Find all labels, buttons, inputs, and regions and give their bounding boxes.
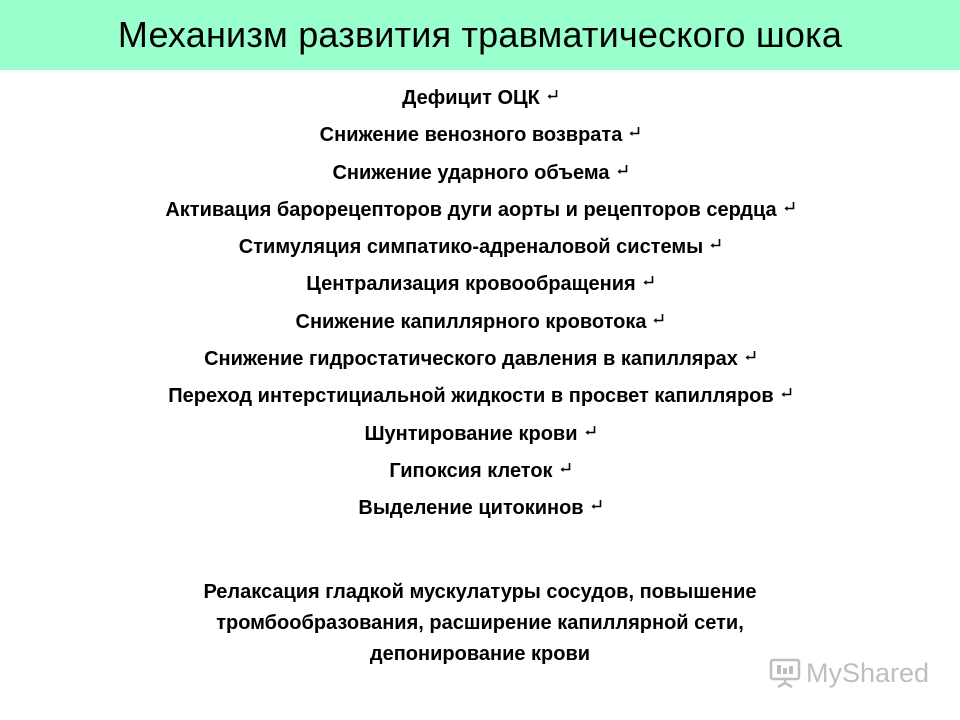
step-item	[0, 117, 960, 154]
step-text: Переход интерстициальной жидкости в просвет капилляров	[168, 385, 774, 408]
return-arrow-icon	[709, 238, 721, 250]
watermark-text: MyShared	[806, 657, 930, 688]
step-item	[0, 304, 960, 341]
mechanism-steps-list	[0, 80, 960, 528]
step-text: Стимуляция симпатико-адреналовой системы	[238, 236, 704, 259]
step-text: Активация барорецепторов дуги аорты и рецепторов сердца	[165, 198, 777, 221]
return-arrow-icon	[590, 499, 602, 511]
step-text: Гипоксия клеток	[389, 459, 553, 482]
step-item	[0, 266, 960, 303]
step-text: Шунтирование крови	[364, 422, 578, 445]
step-text: Выделение цитокинов	[358, 497, 584, 520]
step-item	[0, 490, 960, 527]
conclusion-line: Релаксация гладкой мускулатуры сосудов, повышение	[203, 581, 757, 603]
step-item	[0, 80, 960, 117]
step-item	[0, 416, 960, 453]
slide-title: Механизм развития травматического шока	[117, 14, 843, 55]
step-item	[0, 192, 960, 229]
step-text: Снижение капиллярного кровотока	[295, 310, 647, 333]
presentation-board-icon	[768, 657, 802, 689]
conclusion-text	[80, 577, 880, 670]
return-arrow-icon	[744, 350, 756, 362]
conclusion-line: тромбообразования, расширение капиллярной сети,	[216, 612, 744, 634]
step-text: Снижение ударного объема	[332, 161, 610, 184]
myshared-watermark	[768, 655, 929, 691]
return-arrow-icon	[616, 164, 628, 176]
step-text: Дефицит ОЦК	[402, 87, 540, 109]
step-text: Снижение гидростатического давления в капиллярах	[204, 348, 738, 371]
conclusion-line: депонирование крови	[369, 643, 591, 665]
return-arrow-icon	[783, 201, 795, 213]
step-item	[0, 341, 960, 378]
return-arrow-icon	[546, 89, 558, 101]
step-item	[0, 453, 960, 490]
return-arrow-icon	[628, 126, 640, 138]
step-text: Централизация кровообращения	[306, 273, 636, 296]
title-bar	[0, 0, 960, 70]
return-arrow-icon	[584, 425, 596, 437]
return-arrow-icon	[642, 275, 654, 287]
step-item	[0, 229, 960, 266]
step-item	[0, 155, 960, 192]
step-text: Снижение венозного возврата	[319, 124, 623, 147]
return-arrow-icon	[780, 387, 792, 399]
return-arrow-icon	[652, 313, 664, 325]
step-item	[0, 378, 960, 415]
return-arrow-icon	[559, 462, 571, 474]
